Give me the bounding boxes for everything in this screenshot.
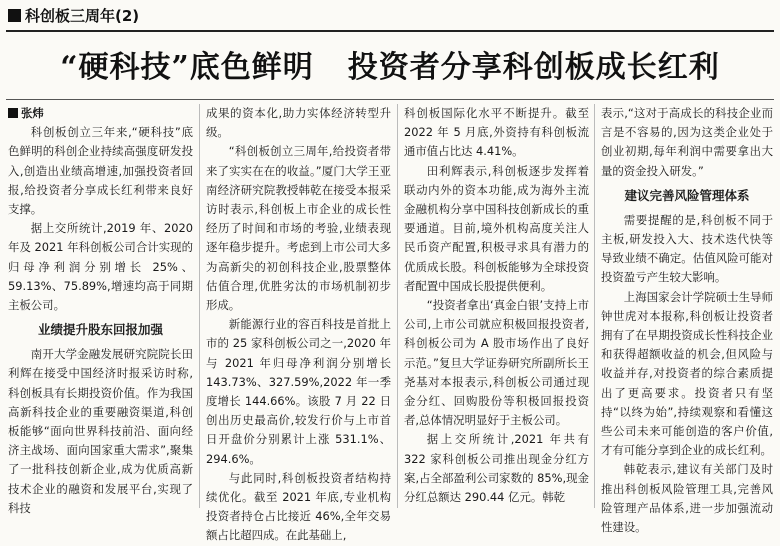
paragraph: 新能源行业的容百科技是首批上市的 25 家科创板公司之一,2020 年与 2021 年归母净利润分别增长 143.73%、327.59%,2022 年一季度增长 144.66%。该股 7 月 22 日创出历史最高价,较发行价与上市首日开盘价分别累计上涨 531.1%、294.6%。 — [206, 317, 391, 466]
section-kicker — [8, 4, 139, 26]
paragraph: 科创板创立三年来,“硬科技”底色鲜明的科创企业持续高强度研发投入,创造出业绩高增速,加强投资者回报,给投资者分享成长红利带来良好支撑。 — [8, 125, 193, 217]
subheading: 建议完善风险管理体系 — [624, 187, 750, 203]
column-divider — [199, 104, 200, 508]
kicker-square-icon — [8, 9, 21, 22]
paragraph: 韩乾表示,建议有关部门及时推出科创板风险管理工具,完善风险管理产品体系,进一步加强流动性建设。 — [601, 462, 773, 535]
kicker-text: 科创板三周年(2) — [25, 6, 140, 25]
paragraph: 与此同时,科创板投资者结构持续优化。截至 2021 年底,专业机构投资者持仓占比接近 46%,全年交易额占比超四成。在此基础上, — [206, 470, 391, 543]
article-headline — [0, 42, 780, 86]
byline-square-icon — [8, 108, 18, 118]
byline — [8, 104, 193, 123]
paragraph: “投资者拿出‘真金白银’支持上市公司,上市公司就应积极回报投资者,科创板公司为 A 股市场作出了良好示范。”复旦大学证券研究所副所长王尧基对本报表示,科创板公司通过现金分红、回购股份等积极回报投资者,总体情况明显好于主板公司。 — [404, 298, 589, 428]
paragraph: 需要提醒的是,科创板不同于主板,研发投入大、技术迭代快等导致业绩不确定。估值风险可能对投资盈亏产生较大影响。 — [601, 212, 773, 285]
column-divider — [594, 104, 595, 508]
article-column-4 — [601, 104, 773, 535]
article-column-2 — [206, 104, 391, 543]
column-divider — [397, 104, 398, 508]
headline-rule — [6, 30, 774, 32]
paragraph: 据上交所统计,2021 年共有 322 家科创板公司推出现金分红方案,占全部盈利公司家数的 85%,现金分红总额达 290.44 亿元。韩乾 — [404, 432, 589, 505]
body-rule — [6, 99, 774, 100]
paragraph: 田利辉表示,科创板逐步发挥着联动内外的资本功能,成为海外主流金融机构分享中国科技创新成长的重要通道。目前,境外机构高度关注人民币资产配置,积极寻求具有潜力的优质成长股。科创板能够为全球投资者配置中国成长股提供便利。 — [404, 163, 589, 293]
headline-part-1: “硬科技”底色鲜明 — [60, 50, 314, 85]
paragraph: 科创板国际化水平不断提升。截至 2022 年 5 月底,外资持有科创板流通市值占比达 4.41%。 — [404, 106, 589, 159]
paragraph: 南开大学金融发展研究院院长田利辉在接受中国经济时报采访时称,科创板具有长期投资价值。作为我国高新科技企业的重要融资渠道,科创板能够“面向世界科技前沿、面向经济主战场、面向国家重大需求”,聚集了一批科技创新企业,成为优质高新技术企业的融资和发展平台,实现了科技 — [8, 347, 193, 515]
article-column-1 — [8, 104, 193, 515]
article-column-3 — [404, 104, 589, 508]
subheading: 业绩提升股东回报加强 — [37, 322, 163, 338]
paragraph: 成果的资本化,助力实体经济转型升级。 — [206, 106, 391, 140]
paragraph: 表示,“这对于高成长的科技企业而言是不容易的,因为这类企业处于创业初期,每年利润中需要拿出大量的资金投入研发。” — [601, 106, 773, 178]
byline-author: 张炜 — [21, 106, 44, 120]
headline-part-2: 投资者分享科创板成长红利 — [347, 50, 720, 85]
paragraph: 上海国家会计学院硕士生导师钟世虎对本报称,科创板让投资者拥有了在早期投资成长性科技企业和获得超额收益的机会,但风险与收益并存,对投资者的综合素质提出了更高要求。投资者只有坚持“以终为始”,持续观察和看懂这些公司未来可能创造的客户价值,才有可能分享到企业的成长红利。 — [601, 289, 773, 458]
paragraph: 据上交所统计,2019 年、2020 年及 2021 年科创板公司合计实现的归母净利润分别增长 25%、59.13%、75.89%,增速均高于同期主板公司。 — [8, 221, 193, 313]
paragraph: “科创板创立三周年,给投资者带来了实实在在的收益。”厦门大学王亚南经济研究院教授韩乾在接受本报采访时表示,科创板上市企业的成长性经历了时间和市场的考验,业绩表现逐年稳步提升。考虑到上市公司大多为高新尖的初创科技企业,股票整体估值合理,优胜劣汰的市场机制初步形成。 — [206, 144, 391, 313]
